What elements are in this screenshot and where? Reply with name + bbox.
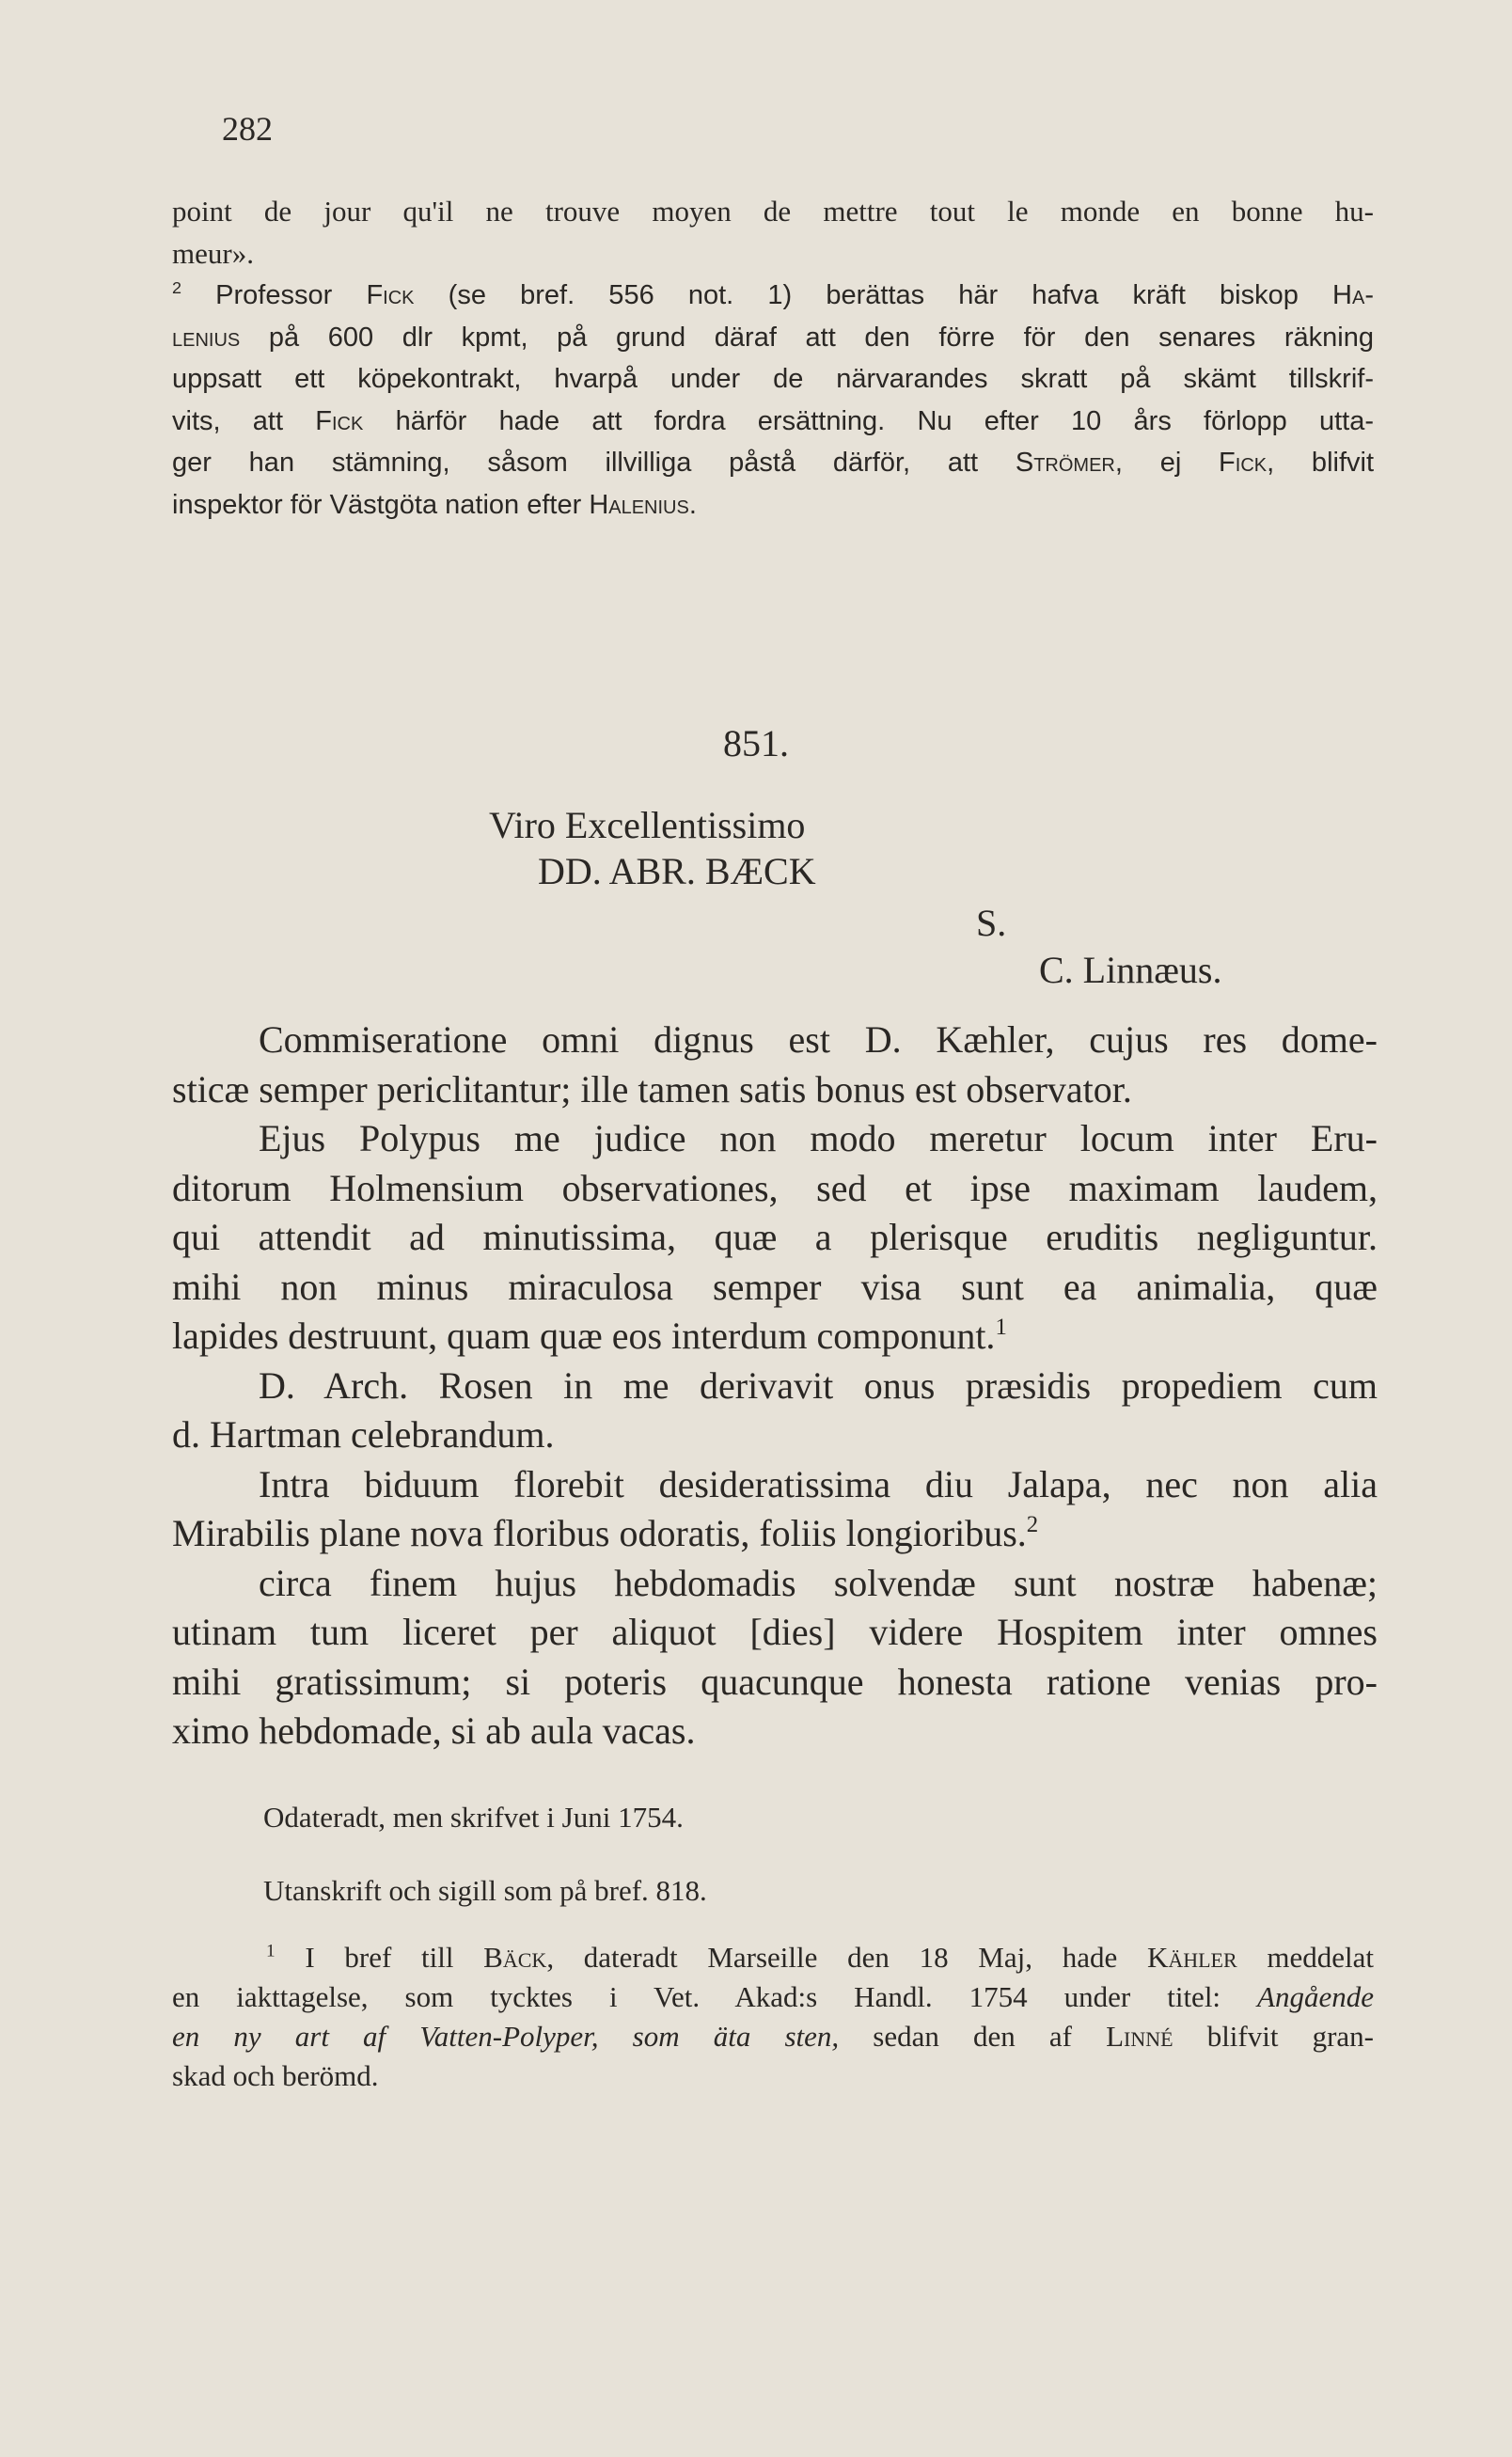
footnote-continuation	[172, 191, 1374, 526]
footnote-line: en iakttagelse, som tycktes i Vet. Akad:s Handl. 1754 under titel: Angående	[172, 1980, 1374, 2013]
body-line: Intra biduum florebit desideratissima diu Jalapa, nec non alia	[259, 1462, 1378, 1505]
page-number: 282	[222, 110, 273, 148]
salutation-s: S.	[976, 902, 1007, 944]
footnote-line: en ny art af Vatten-Polyper, som äta sten, sedan den af Linné blifvit gran-	[172, 2020, 1375, 2053]
footnote-2-line: $^2$ Professor Fick (se bref. 556 not. 1) berättas här hafva kräft biskop Ha-	[172, 278, 1374, 310]
body-line: lapides destruunt, quam quæ eos interdum componunt.$^1$	[172, 1315, 1007, 1357]
footnote-1-marker: 1	[266, 1941, 276, 1961]
body-line: circa finem hujus hebdomadis solvendæ sunt nostræ habenæ;	[259, 1561, 1378, 1604]
footnote-2-marker: 2	[172, 278, 181, 298]
sender-name: C. Linnæus.	[1039, 949, 1222, 991]
note-line: uppsatt ett köpekontrakt, hvarpå under de närvarandes skratt på skämt tillskrif-	[172, 364, 1374, 394]
body-line: d. Hartman celebrandum.	[172, 1413, 555, 1456]
note-line: inspektor för Västgöta nation efter Halenius.	[172, 489, 697, 520]
date-note: Odateradt, men skrifvet i Juni 1754.	[263, 1801, 684, 1834]
footnote-1-ref: 1	[995, 1315, 1007, 1341]
body-line: mihi gratissimum; si poteris quacunque honesta ratione venias pro-	[172, 1660, 1378, 1703]
body-line: D. Arch. Rosen in me derivavit onus præsidis propediem cum	[259, 1363, 1378, 1407]
body-line: ximo hebdomade, si ab aula vacas.	[172, 1709, 696, 1752]
body-line: sticæ semper periclitantur; ille tamen satis bonus est observator.	[172, 1067, 1132, 1110]
salutation-line-2: DD. ABR. BÆCK	[538, 850, 816, 892]
body-line: utinam tum liceret per aliquot [dies] videre Hospitem inter omnes	[172, 1611, 1378, 1653]
body-line: Commiseratione omni dignus est D. Kæhler, cujus res dome-	[259, 1018, 1378, 1061]
letter-number: 851.	[723, 722, 789, 764]
body-line: mihi non minus miraculosa semper visa sunt ea animalia, quæ	[172, 1265, 1378, 1308]
footnote-line: skad och berömd.	[172, 2059, 379, 2092]
footnote-1	[172, 1938, 1374, 2096]
note-line: lenius på 600 dlr kpmt, på grund däraf att den förre för den senares räkning	[172, 322, 1374, 353]
body-line: Ejus Polypus me judice non modo meretur locum inter Eru-	[259, 1117, 1378, 1159]
letter-body	[172, 1016, 1378, 1756]
salutation-line-1: Viro Excellentissimo	[489, 804, 806, 846]
address-note: Utanskrift och sigill som på bref. 818.	[263, 1874, 707, 1907]
body-line: Mirabilis plane nova floribus odoratis, foliis longioribus.$^2$	[172, 1512, 1039, 1554]
body-line: qui attendit ad minutissima, quæ a plerisque eruditis negliguntur.	[172, 1216, 1378, 1258]
footnote-line: $^1$ I bref till Bäck, dateradt Marseille den 18 Maj, hade Kähler meddelat	[266, 1941, 1375, 1974]
note-line: point de jour qu'il ne trouve moyen de mettre tout le monde en bonne hu-	[172, 195, 1374, 228]
footnote-2-ref: 2	[1026, 1512, 1039, 1538]
body-line: ditorum Holmensium observationes, sed et ipse maximam laudem,	[172, 1166, 1378, 1209]
note-line: meur».	[172, 236, 254, 270]
note-line: vits, att Fick härför hade att fordra ersättning. Nu efter 10 års förlopp utta-	[172, 405, 1374, 436]
note-line: ger han stämning, såsom illvilliga påstå därför, att Strömer, ej Fick, blifvit	[172, 448, 1375, 478]
